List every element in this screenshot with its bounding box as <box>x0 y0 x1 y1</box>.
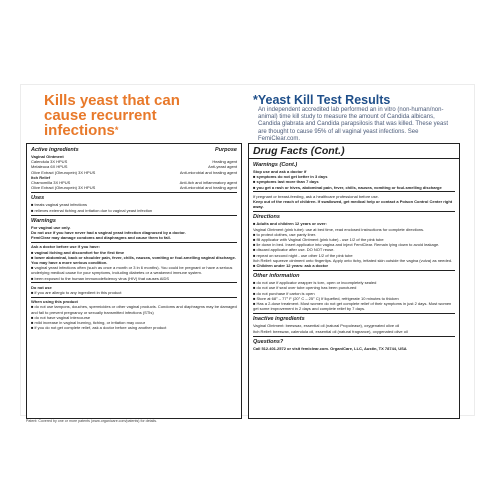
directions-item: ■ fill applicator with Vaginal Ointment (pink tube) - use 1/2 of the pink tube <box>253 237 384 243</box>
directions-item: ■ lie down in bed. Insert applicator into vagina and inject FemiClear. Remain lying down to avoid leakage. <box>253 242 440 248</box>
warning-condoms: FemiClear may damage condoms and diaphragms and cause them to fail. <box>31 235 171 241</box>
stop-item: ■ you get a rash or hives, abdominal pain, fever, chills, nausea, vomiting or foul-smelling discharge <box>253 184 442 190</box>
ask-item: ■ been exposed to the human immunodeficiency virus (HIV) that causes AIDS <box>31 275 170 281</box>
vaginal-ointment-label: Vaginal Ointment <box>31 154 64 159</box>
adults-line: ■ Adults and children 12 years or over: <box>253 221 327 227</box>
questions-text: Call 512.401.2572 or visit femiclear.com. OrganiCare, LLC, Austin, TX 78744, USA <box>253 345 407 351</box>
results-title: *Yeast Kill Test Results <box>253 93 391 107</box>
headline <box>44 93 224 138</box>
directions-heading: Directions <box>253 214 280 221</box>
other-info-item: ■ do not use if applicator wrapper is torn, open or incompletely sealed <box>253 280 377 286</box>
do-not-use-item: ■ if you are allergic to any ingredient in this product <box>31 290 122 296</box>
when-using-item: ■ do not use tampons, douches, spermicides or other vaginal products. Condoms and diaphragms may be damaged and fail to prevent pregnancy or sexually transmitted infections (STIs) <box>31 304 237 315</box>
other-info-item: ■ Store at 68° – 77° F (20° C – 25° C) If liquefied, refrigerate 10 minutes to thicken <box>253 295 399 301</box>
uses-item: ■ relieves external itching and irritation due to vaginal yeast infection <box>31 207 153 213</box>
active-ingredients-header: Active ingredients Purpose <box>31 147 237 153</box>
uses-heading: Uses <box>31 195 45 202</box>
directions-item: Vaginal Ointment (pink tube): use at bed time, read enclosed instructions for complete directions. <box>253 226 425 232</box>
ingredient-row: Calendula 3X HPUS Healing agent <box>31 159 237 165</box>
stop-use-heading: Stop use and ask a doctor if <box>253 169 307 174</box>
when-using-item: ■ do not have vaginal intercourse <box>31 314 91 320</box>
when-using-item: ■ mild increase in vaginal burning, itching, or irritation may occur <box>31 320 146 326</box>
drug-facts-right-panel <box>248 143 460 419</box>
questions-heading: Questions? <box>253 338 284 345</box>
ask-item: ■ vaginal itching and discomfort for the first time <box>31 249 125 255</box>
drug-facts-cont-title: Drug Facts (Cont.) <box>249 144 459 159</box>
headline-text: Kills yeast that can cause recurrent infections <box>44 92 180 139</box>
directions-item: ■ discard applicator after use. DO NOT reuse. <box>253 247 335 253</box>
ingredient-row: Olive Extract (Oleuropein) 3X HPUS Anti-microbial and healing agent <box>31 185 237 191</box>
uses-item: ■ treats vaginal yeast infections <box>31 202 87 208</box>
other-info-heading: Other information <box>253 273 300 280</box>
warning-never-had: Do not use if you have never had a vaginal yeast infection diagnosed by a doctor. <box>31 230 186 236</box>
stop-item: ■ symptoms last more than 7 days <box>253 179 319 185</box>
inactive-itch: Itch Relief: beeswax, calendula oil, essential oil (natural fragrance), oxygenated olive oil <box>253 328 408 334</box>
ingredient-row: Olive Extract (Oleuropein) 3X HPUS Anti-microbial and healing agent <box>31 169 237 175</box>
headline-star: * <box>114 125 119 135</box>
warnings-heading: Warnings <box>31 217 56 224</box>
ask-item: ■ vaginal yeast infections often (such as once a month or 3 in 6 months). You could be pregnant or have a serious underlying medical cause for your symptoms, including diabetes or a weakened immune system. <box>31 265 233 276</box>
directions-item: ■ to protect clothes, use panty liner. <box>253 231 317 237</box>
directions-item: ■ Children under 12 years: ask a doctor <box>253 263 329 269</box>
when-using-heading: When using this product <box>31 299 78 305</box>
ingredient-row: Chamomilla 3X HPUS Anti-itch and inflammatory agent <box>31 180 237 186</box>
ask-doctor-heading: Ask a doctor before use if you have: <box>31 244 100 250</box>
warnings-cont-heading: Warnings (Cont.) <box>253 162 298 168</box>
stop-item: ■ symptoms do not get better in 3 days <box>253 174 328 180</box>
ingredient-row: Melaleuca 6X HPUS Anti-yeast agent <box>31 164 237 170</box>
directions-item: Itch Relief: squeeze ointment onto fingertips. Apply onto itchy, irritated skin outside the vagina (vulva) as needed. <box>253 257 453 263</box>
patent-note: Patent: Covered by one or more patents (www.organicare.com/patents) for details. <box>26 419 158 423</box>
warning-vaginal-only: For vaginal use only. <box>31 224 71 230</box>
inactive-heading: Inactive ingredients <box>253 316 305 323</box>
other-info-item: ■ do not purchase if carton is open <box>253 290 315 296</box>
ask-item: ■ lower abdominal, back or shoulder pain, fever, chills, nausea, vomiting or foul-smelling vaginal discharge. You may have a more serious condition. <box>31 254 236 266</box>
keep-out-warning: Keep out of the reach of children. If swallowed, get medical help or contact a Poison Control Center right away. <box>253 199 453 210</box>
when-using-item: ■ if you do not get complete relief, ask a doctor before using another product <box>31 325 167 331</box>
directions-item: ■ repeat on second night - use other 1/2 of the pink tube <box>253 252 353 258</box>
drug-facts-left-panel <box>26 143 242 419</box>
do-not-use-heading: Do not use <box>31 284 52 290</box>
pregnant-warning: If pregnant or breast-feeding, ask a healthcare professional before use. <box>253 193 379 199</box>
results-text: An independent accredited lab performed an in vitro (non-human/non-animal) time kill study to measure the amount of Candida albicans, Candida glabrata and Candida parapsilosis that was killed. These yeast are thought to cause 95% of all vaginal yeast infections. See FemiClear.com. <box>258 107 449 142</box>
other-info-item: ■ Has a 2-dose treatment. Most women do not get complete relief of their symptoms in just 2 days. Most women get some improvement in 2 days and complete relief by 7 days. <box>253 301 452 312</box>
other-info-item: ■ do not use if seal over tube opening has been punctured <box>253 285 357 291</box>
itch-relief-label: Itch Relief <box>31 174 51 180</box>
inactive-ointment: Vaginal Ointment: beeswax, essential oil (natural Propolease), oxygenated olive oil <box>253 323 400 329</box>
